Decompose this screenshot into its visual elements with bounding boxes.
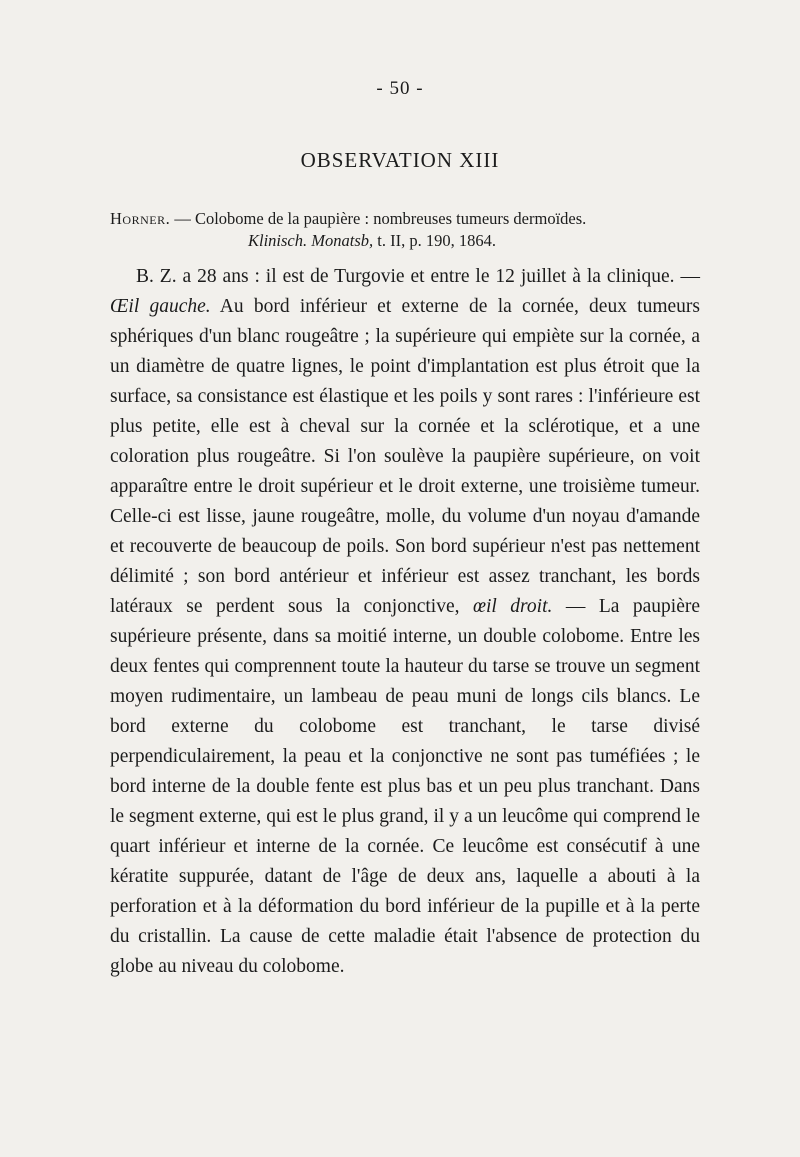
observation-body bbox=[110, 262, 700, 982]
page-number: - 50 - bbox=[376, 78, 424, 99]
bibliographic-reference bbox=[110, 208, 730, 252]
left-eye-description: Au bord inférieur et externe de la cornée, deux tumeurs sphériques d'un blanc rougeâtre ; la supérieure qui empiète sur la cornée, a un diamètre de quatre lignes, le point d'implantation est plus étroit que la surface, sa consistance est élastique et les poils y sont rares : l'inférieure est plus petite, elle est à cheval sur la cornée et la sclérotique, et a une coloration plus rougeâtre. Si l'on soulève la paupière supérieure, on voit apparaître entre le droit supérieur et le droit externe, une troisième tumeur. Celle-ci est lisse, jaune rougeâtre, molle, du volume d'un noyau d'amande et recouverte de beaucoup de poils. Son bord supérieur n'est pas nettement délimité ; son bord antérieur et inférieur est assez tranchant, les bords latéraux se perdent sous la conjonctive, bbox=[110, 296, 700, 617]
reference-journal: Klinisch. Monatsb, bbox=[248, 231, 374, 250]
left-eye-label: Œil gauche. bbox=[110, 296, 211, 317]
reference-source bbox=[110, 230, 730, 252]
reference-author: Horner. bbox=[110, 209, 171, 228]
right-eye-description: — La paupière supérieure présente, dans sa moitié interne, un double colobome. Entre les deux fentes qui comprennent toute la hauteur du tarse se trouve un segment moyen rudimentaire, un lambeau de peau muni de longs cils blancs. Le bord externe du colobome est tranchant, le tarse divisé perpendiculairement, la peau et la conjonctive ne sont pas tuméfiées ; le bord interne de la double fente est plus bas et un peu plus tranchant. Dans le segment externe, qui est le plus grand, il y a un leucôme qui comprend le quart inférieur et interne de la cornée. Ce leucôme est consécutif à une kératite suppurée, datant de l'âge de deux ans, laquelle a abouti à la perforation et à la déformation du bord inférieur de la pupille et à la perte du cristallin. La cause de cette maladie était l'absence de protection du globe au niveau du colobome. bbox=[110, 596, 701, 977]
body-intro: B. Z. a 28 ans : il est de Turgovie et entre le 12 juillet à la clinique. — bbox=[136, 266, 700, 287]
reference-title: — Colobome de la paupière : nombreuses tumeurs dermoïdes. bbox=[170, 209, 587, 228]
reference-details: t. II, p. 190, 1864. bbox=[373, 231, 496, 250]
observation-heading: OBSERVATION XIII bbox=[300, 148, 500, 172]
right-eye-label: œil droit. bbox=[472, 596, 553, 617]
